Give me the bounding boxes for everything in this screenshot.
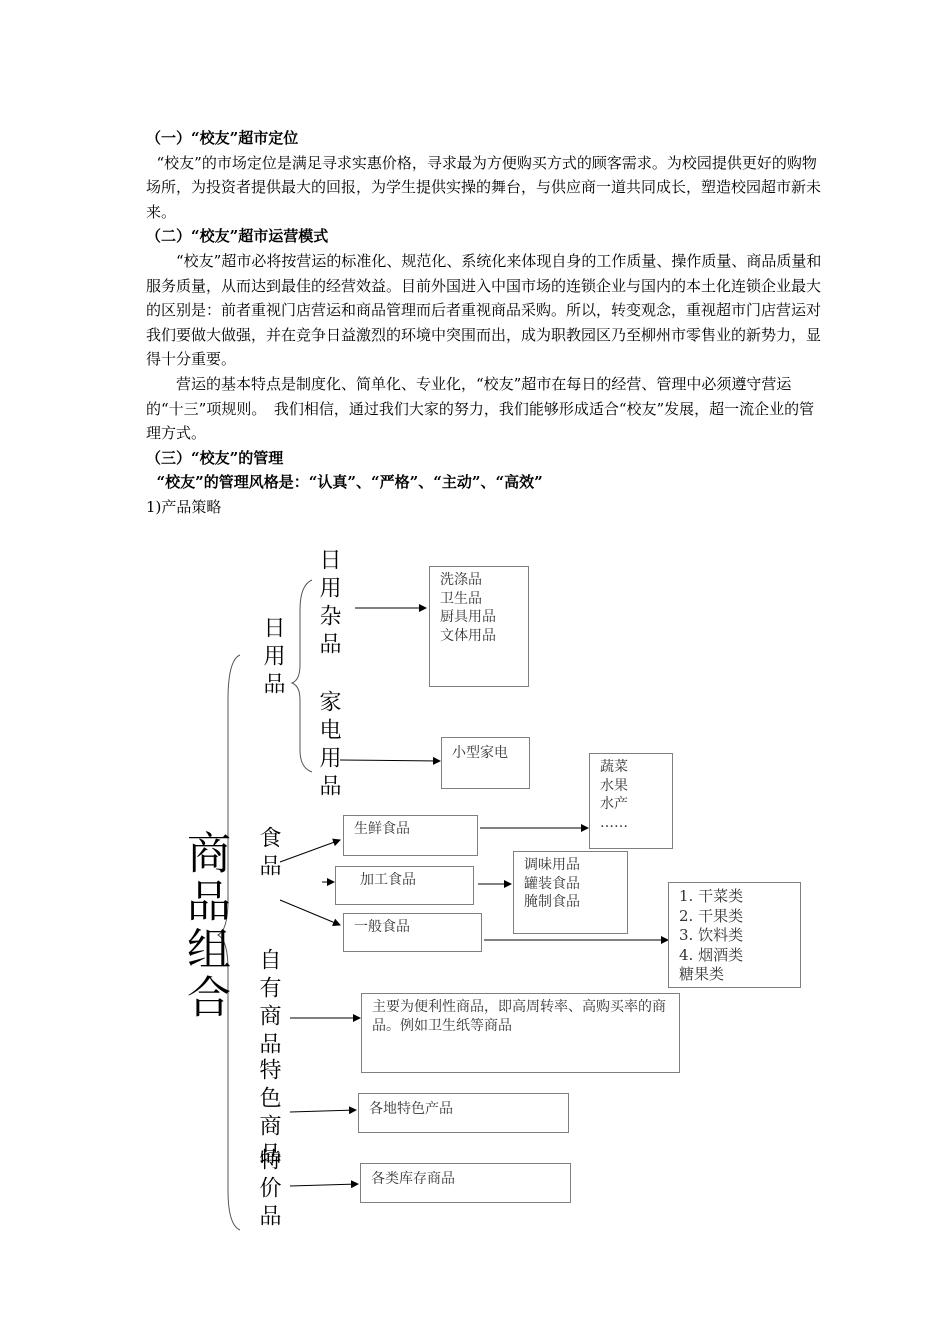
specialty-label: 特色商品: [256, 1058, 281, 1170]
box-small-appliances: 小型家电: [441, 737, 530, 789]
box-general-food: 一般食品: [343, 913, 482, 952]
bargain-label: 特价品: [256, 1148, 281, 1232]
arrow-bargain: [290, 1184, 358, 1186]
box-processed-food: 加工食品: [335, 866, 474, 905]
heading-operation: （二）“校友”超市运营模式: [146, 227, 329, 246]
box-daily-misc-items: 洗涤品 卫生品 厨具用品 文体用品: [429, 566, 529, 687]
box-general-items: 1. 干菜类 2. 干果类 3. 饮料类 4. 烟酒类 糖果类: [668, 882, 801, 988]
root-label: 商品组合: [179, 830, 230, 1022]
box-fresh-food: 生鲜食品: [343, 815, 478, 856]
heading-management: （三）“校友”的管理: [146, 448, 284, 467]
appliance-label: 家电用品: [316, 690, 341, 802]
box-own-brand-desc: 主要为便利性商品，即高周转率、高购买率的商品。例如卫生纸等商品: [361, 993, 680, 1073]
arrow-appliance: [340, 760, 440, 761]
product-strategy-label: 1)产品策略: [146, 497, 222, 516]
daily-brace: [292, 580, 312, 772]
box-fresh-items: 蔬菜 水果 水产 ……: [589, 753, 673, 849]
arrow-food-fresh: [280, 840, 340, 862]
arrow-food-general: [280, 900, 340, 925]
management-style: “校友”的管理风格是：“认真”、“严格”、“主动”、“高效”: [156, 473, 543, 492]
food-label: 食品: [256, 826, 281, 882]
paragraph-operation: “校友”超市必将按营运的标准化、规范化、系统化来体现自身的工作质量、操作质量、商品质量和服务质量，从而达到最佳的经营效益。目前外国进入中国市场的连锁企业与国内的本土化连锁企业最大的区别是：前者重视门店营运和商品管理而后者重视商品采购。所以，转变观念，重视超市门店营运对我们要做大做强，并在竞争日益激烈的环境中突围而出，成为职教园区乃至柳州市零售业的新势力，显得十分重要。: [146, 251, 822, 369]
daily-goods-label: 日用品: [260, 616, 285, 700]
box-processed-items: 调味用品 罐装食品 腌制食品: [513, 851, 628, 934]
paragraph-positioning: “校友”的市场定位是满足寻求实惠价格，寻求最为方便购买方式的顾客需求。为校园提供更好的购物场所，为投资者提供最大的回报，为学生提供实操的舞台，与供应商一道共同成长，塑造校园超市新未来。: [146, 153, 822, 221]
own-brand-label: 自有商品: [256, 948, 281, 1060]
paragraph-operation-rules: 营运的基本特点是制度化、简单化、专业化，“校友”超市在每日的经营、管理中必须遵守营运的“十三”项规则。 我们相信，通过我们大家的努力，我们能够形成适合“校友”发展，超一流企业的管理方式。: [146, 374, 815, 443]
box-bargain-desc: 各类库存商品: [360, 1163, 571, 1203]
daily-misc-label: 日用杂品: [316, 548, 341, 660]
arrow-specialty: [290, 1110, 356, 1112]
box-specialty-desc: 各地特色产品: [358, 1093, 569, 1133]
heading-positioning: （一）“校友”超市定位: [146, 129, 299, 147]
